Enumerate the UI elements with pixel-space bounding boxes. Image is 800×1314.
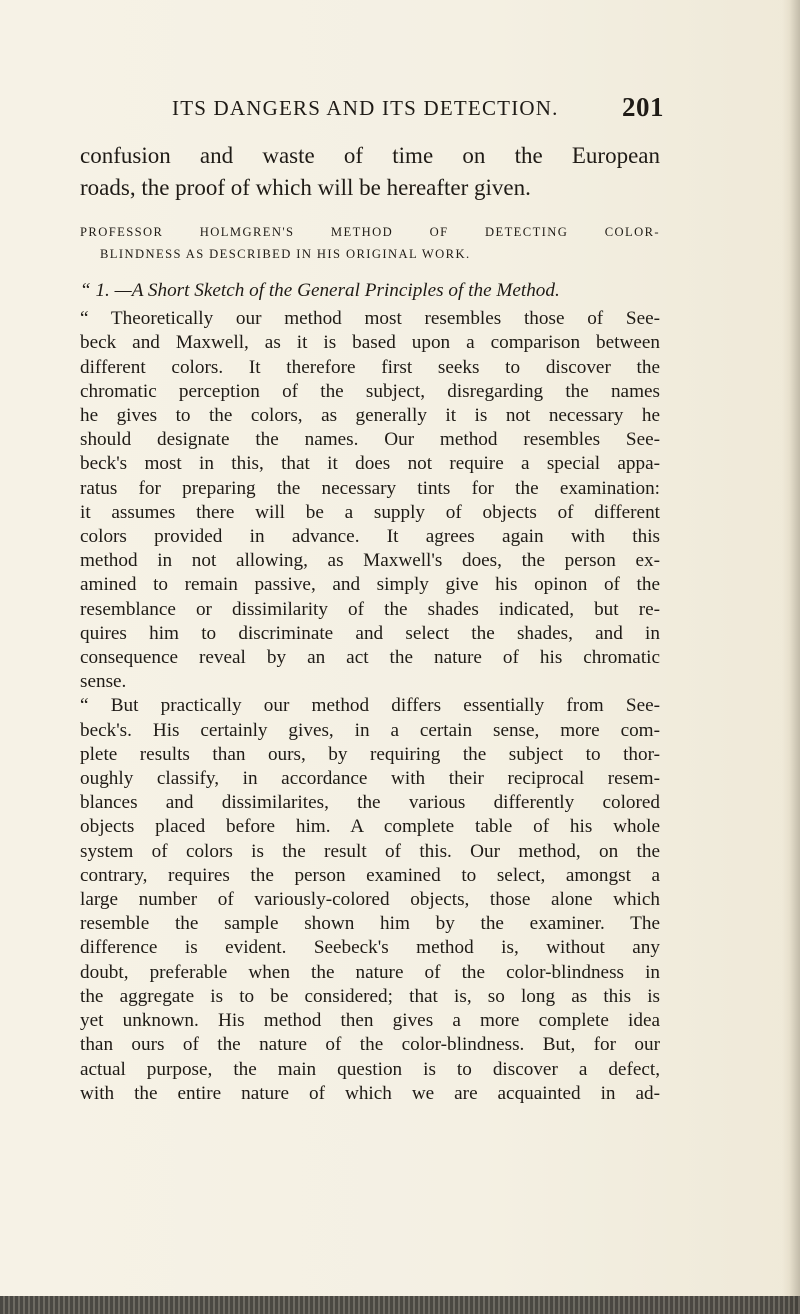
page-number: 201 [622, 92, 664, 122]
subheading [80, 279, 660, 303]
text-line: plete results than ours, by requiring the subject to thor- [80, 743, 660, 765]
running-title: ITS DANGERS AND ITS DETECTION. [172, 96, 559, 120]
text-line: consequence reveal by an act the nature of his chromatic [80, 647, 660, 669]
text-line: should designate the names. Our method resembles See- [80, 429, 660, 451]
text-line: actual purpose, the main question is to discover a defect, [80, 1058, 660, 1080]
text-line: sense. [80, 671, 127, 693]
text-line: than ours of the nature of the color-blindness. But, for our [80, 1034, 660, 1056]
text-line: amined to remain passive, and simply give his opinon of the [80, 574, 660, 596]
text-line: quires him to discriminate and select the shades, and in [80, 622, 660, 644]
text-line: beck's most in this, that it does not require a special appa- [80, 453, 660, 475]
subheading-text: “ 1. —A Short Sketch of the General Principles of the Method. [80, 280, 560, 301]
text-line: yet unknown. His method then gives a more complete idea [80, 1010, 660, 1032]
text-line: doubt, preferable when the nature of the color-blindness in [80, 961, 660, 983]
page-edge-shadow [782, 0, 800, 1314]
text-line: beck and Maxwell, as it is based upon a comparison between [80, 332, 660, 354]
text-line: system of colors is the result of this. Our method, on the [80, 840, 660, 862]
text-line: “ But practically our method differs essentially from See- [80, 695, 660, 717]
text-line: difference is evident. Seebeck's method is, without any [80, 937, 660, 959]
heading-line: PROFESSOR HOLMGREN'S METHOD OF DETECTING COLOR- [80, 225, 660, 239]
text-line: roads, the proof of which will be hereafter given. [80, 175, 531, 200]
text-line: colors provided in advance. It agrees again with this [80, 526, 660, 548]
text-line: it assumes there will be a supply of objects of different [80, 501, 660, 523]
text-line: oughly classify, in accordance with their reciprocal resem- [80, 768, 660, 790]
text-line: contrary, requires the person examined to select, amongst a [80, 864, 660, 886]
text-line: objects placed before him. A complete table of his whole [80, 816, 660, 838]
text-line: blances and dissimilarites, the various differently colored [80, 792, 660, 814]
text-line: confusion and waste of time on the European [80, 143, 660, 168]
section-heading [80, 221, 660, 265]
intro-paragraph [80, 140, 660, 204]
text-line: method in not allowing, as Maxwell's does, the person ex- [80, 550, 660, 572]
text-line: resemble the sample shown him by the examiner. The [80, 913, 660, 935]
text-line: “ Theoretically our method most resembles those of See- [80, 308, 660, 330]
page-header [80, 92, 664, 126]
paragraph-1 [80, 307, 660, 694]
text-line: resemblance or dissimilarity of the shades indicated, but re- [80, 598, 660, 620]
text-line: the aggregate is to be considered; that is, so long as this is [80, 985, 660, 1007]
text-line: chromatic perception of the subject, disregarding the names [80, 380, 660, 402]
text-line: beck's. His certainly gives, in a certain sense, more com- [80, 719, 660, 741]
body-text [80, 140, 660, 1106]
page-bottom-edge [0, 1296, 800, 1314]
heading-line: BLINDNESS AS DESCRIBED IN HIS ORIGINAL WORK. [100, 247, 471, 261]
text-line: he gives to the colors, as generally it is not necessary he [80, 405, 660, 427]
text-line: with the entire nature of which we are acquainted in ad- [80, 1082, 660, 1104]
text-line: ratus for preparing the necessary tints for the examination: [80, 477, 660, 499]
paragraph-2 [80, 694, 660, 1105]
text-line: large number of variously-colored objects, those alone which [80, 889, 660, 911]
text-line: different colors. It therefore first seeks to discover the [80, 356, 660, 378]
